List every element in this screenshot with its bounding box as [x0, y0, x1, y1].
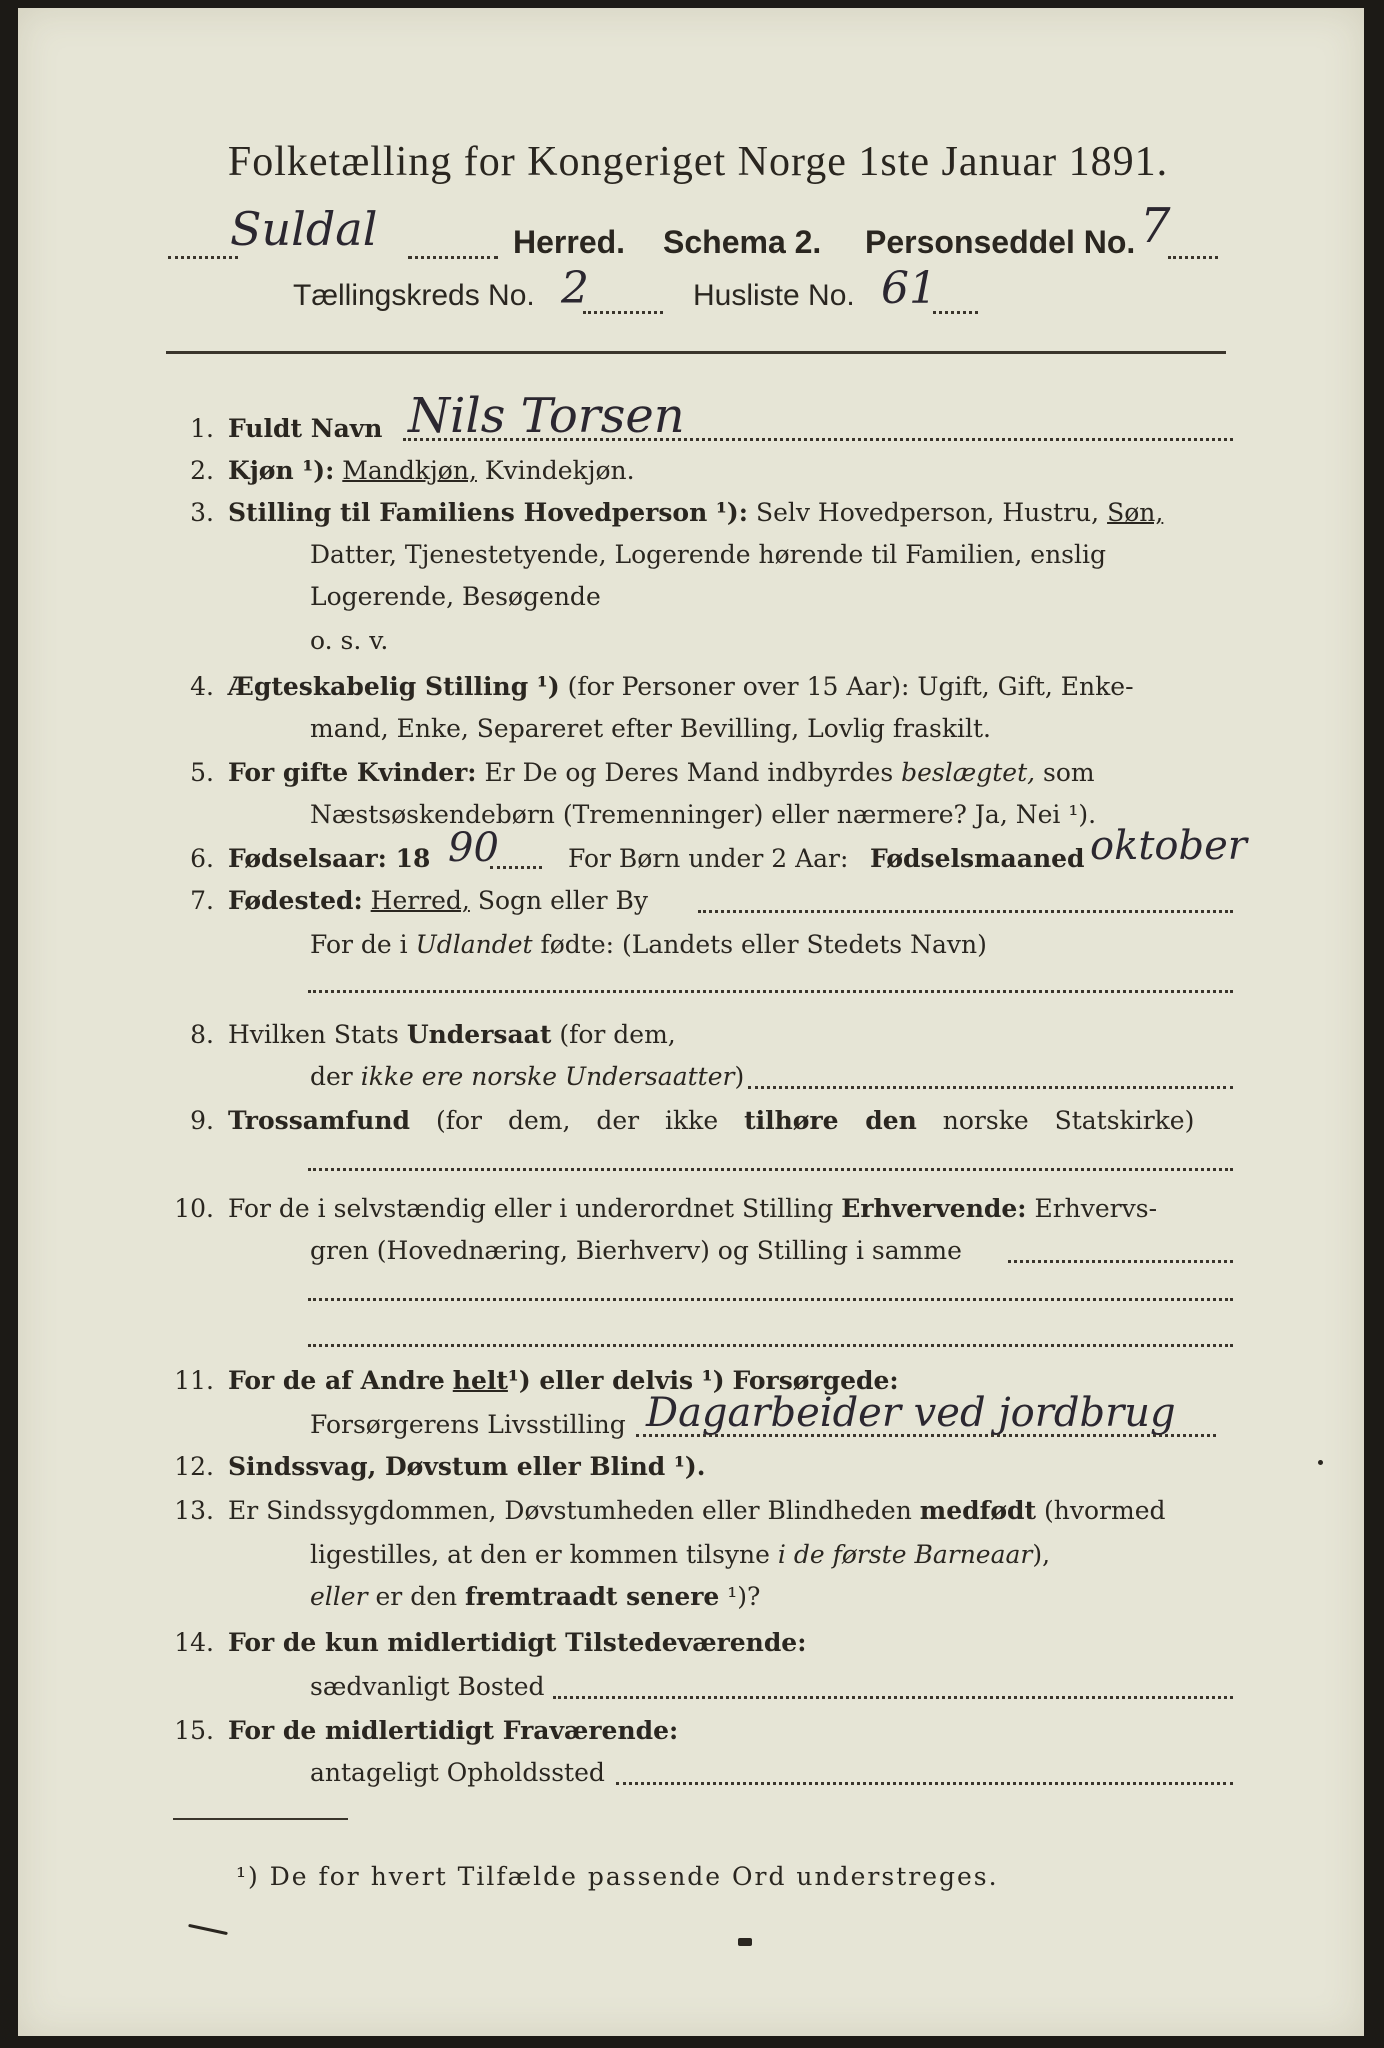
q9-bold: tilhøre den [744, 1106, 917, 1135]
q11-option-selected: helt [452, 1366, 508, 1395]
personseddel-value: 7 [1140, 198, 1171, 254]
paper-speck [188, 1924, 228, 1935]
q6-month-value: oktober [1090, 823, 1247, 869]
q15-number: 15. [174, 1716, 214, 1745]
q12-label: Sindssvag, Døvstum eller Blind ¹). [228, 1452, 706, 1481]
paper-speck [1318, 1460, 1323, 1465]
q7-italic: Udlandet [415, 930, 533, 959]
kreds-line [293, 263, 1113, 323]
q14-line [553, 1696, 1233, 1699]
q13-italic-b: eller [310, 1582, 368, 1611]
personseddel-label: Personseddel No. [865, 224, 1136, 260]
q11-bold: Forsørgede: [732, 1366, 899, 1395]
q8-bold: Undersaat [406, 1020, 552, 1049]
q10-line [1008, 1260, 1233, 1263]
q12-number: 12. [174, 1452, 214, 1481]
q10-line2: gren (Hovednæring, Bierhverv) og Stilling i samme [310, 1236, 962, 1265]
q6-number: 6. [190, 844, 214, 873]
q15-line [616, 1782, 1233, 1785]
q2-option-selected: Mandkjøn, [342, 456, 477, 485]
q6-year-line [490, 866, 542, 869]
q6-label: Fødselsaar: 18 [228, 844, 431, 873]
dotted-leader [408, 256, 498, 259]
q11-text: For de af Andre [228, 1366, 445, 1395]
q5-text-end: som [1043, 758, 1095, 787]
q5-line1 [228, 758, 1095, 788]
q13-bold-b: fremtraadt senere [465, 1582, 720, 1611]
q6-year-value: 90 [448, 825, 499, 871]
q14-number: 14. [174, 1628, 214, 1657]
q8-line1 [228, 1020, 676, 1050]
q9-text: (for dem, der ikke [435, 1106, 719, 1135]
q9-line1 [228, 1106, 1194, 1136]
q13-text-e: er den [375, 1582, 458, 1611]
q13-text: Er Sindssygdommen, Døvstumheden eller Blindheden [228, 1496, 912, 1525]
q5-number: 5. [190, 758, 214, 787]
q4-number: 4. [190, 672, 214, 701]
q8-text-c: der [310, 1062, 353, 1091]
q10-text: For de i selvstændig eller i underordnet Stilling [228, 1194, 834, 1223]
q6-month-label: Fødselsmaaned [870, 844, 1085, 873]
q8-number: 8. [190, 1020, 214, 1049]
q8-paren: ) [734, 1062, 745, 1091]
herred-label: Herred. [513, 224, 626, 260]
q9-answer-line [308, 1168, 1233, 1171]
q13-line2 [310, 1540, 1050, 1570]
kreds-label: Tællingskreds No. [293, 279, 535, 312]
q7-line1 [228, 886, 648, 916]
q3-line2: Datter, Tjenestetyende, Logerende hørende til Familien, enslig [310, 540, 1107, 569]
q2-number: 2. [190, 456, 214, 485]
q11-number: 11. [174, 1366, 214, 1395]
dotted-leader [583, 311, 663, 314]
q13-line1 [228, 1496, 1166, 1526]
q1-line [403, 438, 1233, 441]
q7-text: For de i [310, 930, 408, 959]
q7-line2 [310, 930, 987, 960]
q6-mid: For Børn under 2 Aar: [568, 844, 849, 873]
q2-option: Kvindekjøn. [484, 456, 635, 485]
q7-text-b: fødte: (Landets eller Stedets Navn) [540, 930, 987, 959]
q5-line2: Næstsøskendebørn (Tremenninger) eller nærmere? Ja, Nei ¹). [310, 800, 1097, 829]
census-form-sheet [18, 8, 1364, 2036]
q10-line1 [228, 1194, 1157, 1224]
q10-number: 10. [174, 1194, 214, 1223]
q2-line [228, 456, 635, 486]
herred-line [168, 198, 1218, 268]
q13-bold: medfødt [919, 1496, 1037, 1525]
q2-label: Kjøn ¹): [228, 456, 335, 485]
paper-speck [738, 1938, 752, 1946]
q11-line2-value: Dagarbeider ved jordbrug [646, 1390, 1176, 1436]
q5-label: For gifte Kvinder: [228, 758, 477, 787]
q8-italic: ikke ere norske Undersaatter [360, 1062, 735, 1091]
q13-text-c: ligestilles, at den er kommen tilsyne [310, 1540, 770, 1569]
q13-text-d: ), [1032, 1540, 1051, 1569]
q13-text-b: (hvormed [1044, 1496, 1166, 1525]
header-rule [166, 351, 1226, 354]
q8-line [748, 1086, 1233, 1089]
dotted-leader [933, 311, 978, 314]
q11-line [636, 1434, 1216, 1437]
q13-line3 [310, 1582, 760, 1612]
dotted-leader [1168, 256, 1218, 259]
q15-line2: antageligt Opholdssted [310, 1758, 605, 1787]
herred-value: Suldal [230, 202, 378, 256]
q10-text-b: Erhvervs- [1034, 1194, 1158, 1223]
q7-line [698, 910, 1233, 913]
q3-line3: Logerende, Besøgende [310, 582, 601, 611]
husliste-value: 61 [881, 263, 937, 314]
kreds-value: 2 [561, 263, 589, 314]
q1-number: 1. [190, 414, 214, 443]
q13-italic: i de første Barneaar [777, 1540, 1033, 1569]
q4-label: Ægteskabelig Stilling ¹) [228, 672, 560, 701]
dotted-leader [168, 256, 238, 259]
q9-text-b: norske Statskirke) [942, 1106, 1195, 1135]
q14-line2: sædvanligt Bosted [310, 1672, 545, 1701]
q11-text-b: ¹) eller delvis ¹) [507, 1366, 725, 1395]
q15-line1: For de midlertidigt Fraværende: [228, 1716, 679, 1745]
q3-options: Selv Hovedperson, Hustru, [755, 498, 1100, 527]
q3-line4: o. s. v. [310, 626, 389, 655]
q4-options: (for Personer over 15 Aar): Ugift, Gift, Enke- [567, 672, 1134, 701]
q10-answer-line-2 [308, 1344, 1233, 1347]
q4-line1 [228, 672, 1134, 702]
footnote-rule [173, 1818, 348, 1820]
q13-number: 13. [174, 1496, 214, 1525]
q8-line2 [310, 1062, 744, 1092]
q14-line1: For de kun midlertidigt Tilstedeværende: [228, 1628, 807, 1657]
q7-option-selected: Herred, [370, 886, 470, 915]
q1-label: Fuldt Navn [228, 414, 383, 443]
q8-text: Hvilken Stats [228, 1020, 399, 1049]
q3-label: Stilling til Familiens Hovedperson ¹): [228, 498, 748, 527]
husliste-label: Husliste No. [693, 279, 855, 312]
q5-italic: beslægtet, [901, 758, 1036, 787]
footnote: ¹) De for hvert Tilfælde passende Ord understreges. [236, 1862, 999, 1891]
q13-text-f: ¹)? [727, 1582, 761, 1611]
schema-label: Schema 2. [663, 224, 822, 260]
q7-options: Sogn eller By [477, 886, 649, 915]
q3-line1 [228, 498, 1163, 528]
q9-label: Trossamfund [228, 1106, 411, 1135]
q8-text-b: (for dem, [559, 1020, 676, 1049]
q9-number: 9. [190, 1106, 214, 1135]
q7-number: 7. [190, 886, 214, 915]
q10-bold: Erhvervende: [841, 1194, 1027, 1223]
q10-answer-line-1 [308, 1298, 1233, 1301]
q3-number: 3. [190, 498, 214, 527]
q5-text: Er De og Deres Mand indbyrdes [484, 758, 894, 787]
q3-option-selected: Søn, [1107, 498, 1164, 527]
q4-line2: mand, Enke, Separeret efter Bevilling, Lovlig fraskilt. [310, 714, 991, 743]
q1-answer: Nils Torsen [408, 388, 685, 444]
q7-answer-line [308, 990, 1233, 993]
q11-line2-label: Forsørgerens Livsstilling [310, 1410, 626, 1439]
form-title: Folketælling for Kongeriget Norge 1ste Januar 1891. [227, 139, 1169, 185]
q7-label: Fødested: [228, 886, 363, 915]
